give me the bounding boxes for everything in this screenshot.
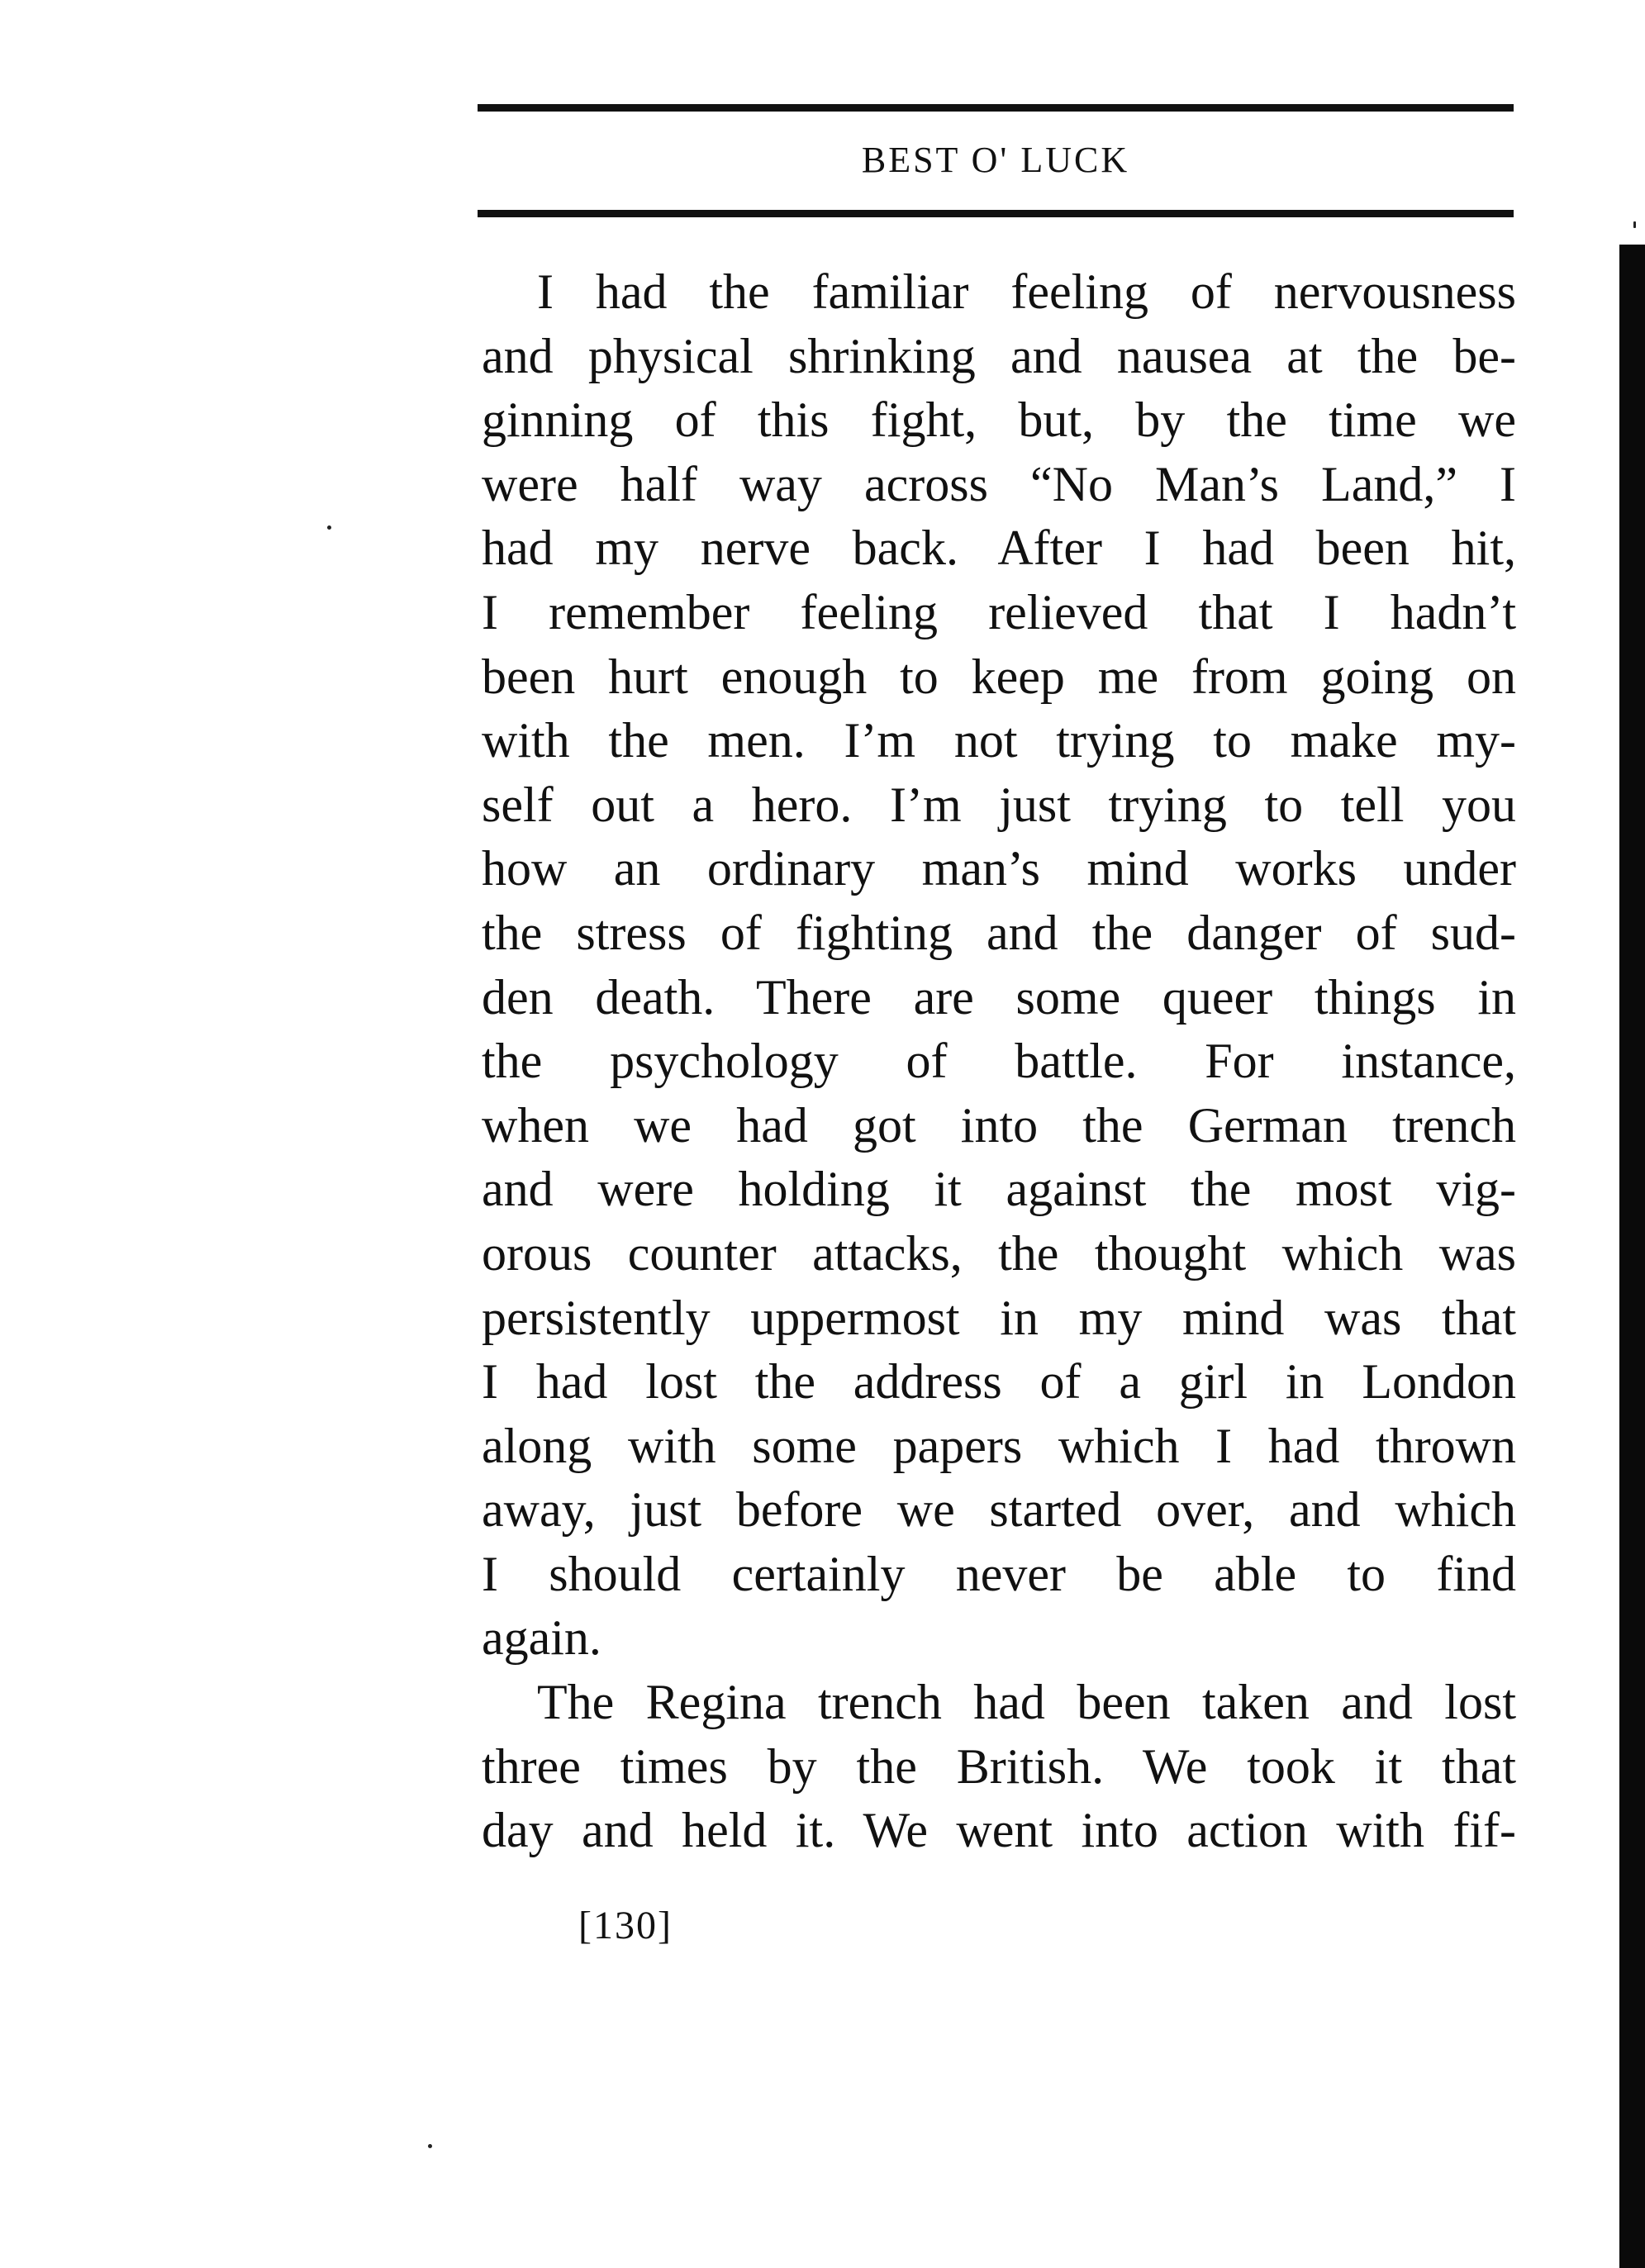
- text-line: again.: [482, 1610, 601, 1666]
- text-line: persistently uppermost in my mind was that: [482, 1290, 1516, 1345]
- text-line: when we had got into the German trench: [482, 1097, 1516, 1153]
- text-line: the stress of fighting and the danger of sud-: [482, 905, 1516, 960]
- paragraph-2: [482, 1671, 1516, 1863]
- body-text: [482, 260, 1516, 1863]
- scan-edge-shadow: [1619, 245, 1645, 2268]
- text-line: along with some papers which I had thrown: [482, 1418, 1516, 1473]
- text-line: how an ordinary man’s mind works under: [482, 841, 1516, 896]
- text-line: I remember feeling relieved that I hadn’t: [482, 584, 1516, 640]
- header-rule-top: [478, 104, 1514, 112]
- text-line: and were holding it against the most vig-: [482, 1162, 1516, 1217]
- text-line: away, just before we started over, and which: [482, 1482, 1516, 1538]
- running-head: BEST O' LUCK: [861, 140, 1130, 180]
- text-line: I had lost the address of a girl in London: [482, 1354, 1516, 1410]
- text-line: den death. There are some queer things in: [482, 969, 1516, 1025]
- text-line: had my nerve back. After I had been hit,: [482, 521, 1516, 576]
- header-rule-bottom: [478, 210, 1514, 217]
- text-line: The Regina trench had been taken and lost: [537, 1675, 1516, 1730]
- scan-speck: [428, 2144, 432, 2148]
- text-line: with the men. I’m not trying to make my-: [482, 713, 1516, 768]
- text-line: self out a hero. I’m just trying to tell you: [482, 777, 1516, 832]
- page-number: [130]: [578, 1904, 673, 1947]
- text-line: the psychology of battle. For instance,: [482, 1034, 1516, 1089]
- text-line: day and held it. We went into action with fif-: [482, 1803, 1516, 1858]
- text-line: I had the familiar feeling of nervousness: [537, 264, 1516, 319]
- text-line: been hurt enough to keep me from going on: [482, 649, 1516, 704]
- scan-speck: [327, 525, 331, 530]
- paragraph-1: [482, 260, 1516, 1671]
- text-line: ginning of this fight, but, by the time we: [482, 392, 1516, 448]
- text-line: and physical shrinking and nausea at the be-: [482, 328, 1516, 383]
- text-line: were half way across “No Man’s Land,” I: [482, 456, 1516, 511]
- scan-speck: [1633, 221, 1636, 228]
- text-line: orous counter attacks, the thought which was: [482, 1225, 1516, 1281]
- text-line: three times by the British. We took it that: [482, 1738, 1516, 1794]
- text-line: I should certainly never be able to find: [482, 1546, 1516, 1601]
